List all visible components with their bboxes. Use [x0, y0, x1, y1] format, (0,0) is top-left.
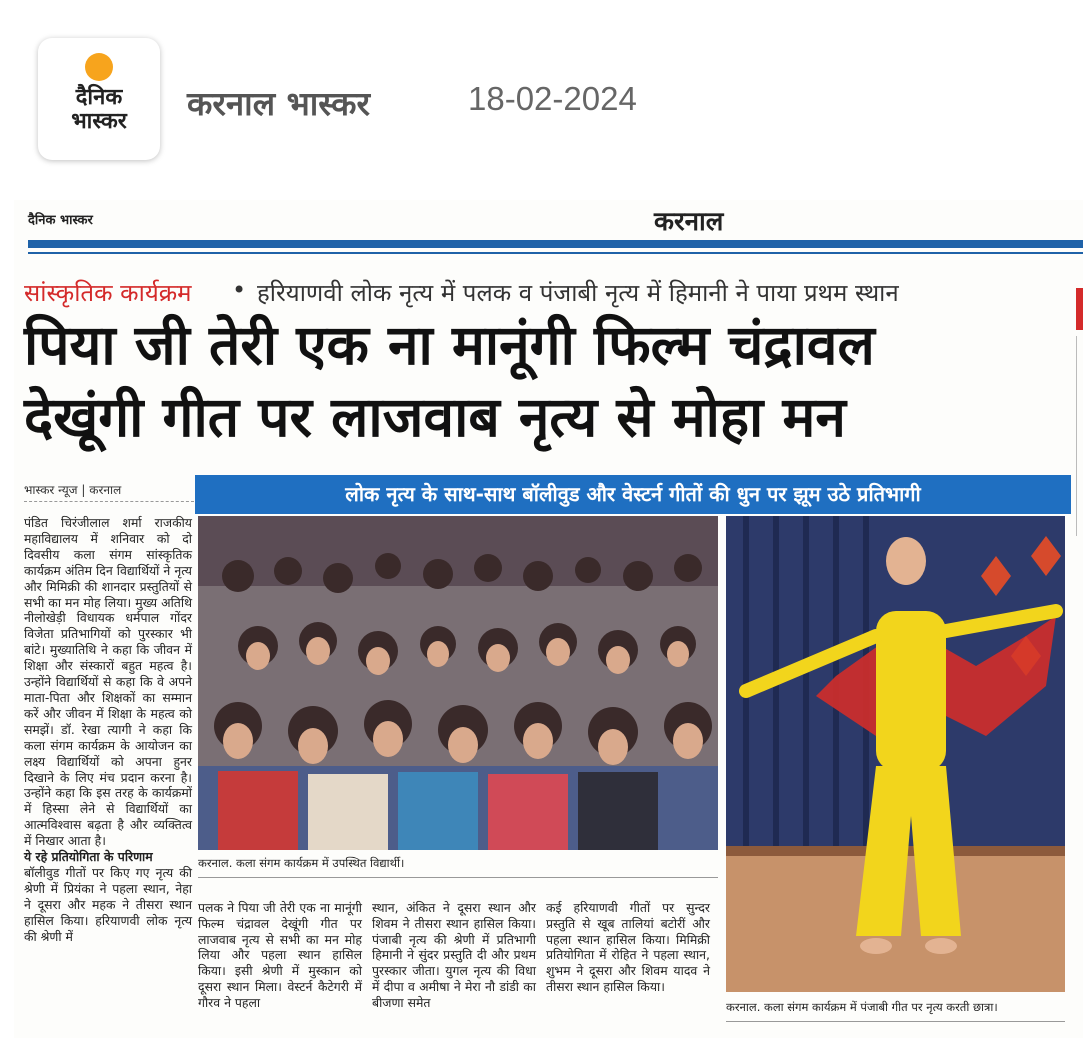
- column-1-body-continued: बॉलीवुड गीतों पर किए गए नृत्य की श्रेणी में प्रियंका ने पहला स्थान, नेहा ने दूसरा और महक ने तीसरा स्थान हासिल किया। हरियाणवी लोक नृत्य की श्रेणी में: [24, 864, 192, 944]
- edition-date: 18-02-2024: [468, 80, 637, 117]
- article-column-3: स्थान, अंकित ने दूसरा स्थान और शिवम ने तीसरा स्थान हासिल किया। पंजाबी नृत्य की श्रेणी में प्रतिभागी हिमानी ने सुंदर प्रस्तुति दी और प्रथम पुरस्कार जीता। युगल नृत्य की विधा में दीपा व अमीषा ने मेरा नौ डांडी का बीजणा समेत: [372, 900, 536, 1010]
- article-column-2: पलक ने पिया जी तेरी एक ना मानूंगी फिल्म चंद्रावल देखूंगी गीत पर लाजवाब नृत्य से सभी का मन मोह लिया और पहला स्थान हासिल किया। इसी श्रेणी में मुस्कान को दूसरा स्थान मिला। वेस्टर्न कैटेगरी में गौरव ने पहला: [198, 900, 362, 1010]
- dainik-bhaskar-logo[interactable]: [38, 38, 160, 160]
- photo-caption-2: करनाल. कला संगम कार्यक्रम में पंजाबी गीत पर नृत्य करती छात्रा।: [726, 1000, 1065, 1022]
- masthead-bar: [28, 240, 1083, 248]
- dancer-photo: [726, 516, 1065, 992]
- article-column-1: [24, 515, 192, 944]
- photo-caption-1: करनाल. कला संगम कार्यक्रम में उपस्थित विद्यार्थी।: [198, 856, 718, 878]
- sun-icon: [85, 53, 113, 81]
- column-1-body: पंडित चिरंजीलाल शर्मा राजकीय महाविद्यालय में शनिवार को दो दिवसीय कला संगम सांस्कृतिक कार्यक्रम अंतिम दिन विद्यार्थियों ने नृत्य और मिमिक्री की शानदार प्रस्तुतियों से सभी का मन मोह लिया। मुख्य अतिथि नीलोखेड़ी विधायक धर्मपाल गोंदर विजेता प्रतिभागियों को पुरस्कार भी बांटे। मुख्यातिथि ने कहा कि जीवन में शिक्षा और संस्कारों बहुत महत्व है। उन्होंने विद्यार्थियों से कहा कि वे अपने माता-पिता और शिक्षकों का सम्मान करें और जीवन में शिक्षा के महत्व को समझें। डॉ. रेखा त्यागी ने कहा कि कला संगम कार्यक्रम के आयोजन का लक्ष्य विद्यार्थियों को अपना हुनर दिखाने के लिए मंच प्रदान करना है। उन्होंने कहा कि इस तरह के कार्यक्रमों में हिस्सा लेने से विद्यार्थियों का आत्मविश्वास बढ़ता है और व्यक्तित्व में निखार आता है।: [24, 515, 192, 849]
- masthead-rule: [28, 252, 1083, 254]
- subheadline-banner: लोक नृत्य के साथ-साथ बॉलीवुड और वेस्टर्न गीतों की धुन पर झूम उठे प्रतिभागी: [195, 475, 1071, 514]
- logo-text-line2: भास्कर: [71, 109, 127, 134]
- audience-photo: [198, 516, 718, 850]
- newspaper-page: [14, 200, 1083, 1038]
- kicker-text: हरियाणवी लोक नृत्य में पलक व पंजाबी नृत्य में हिमानी ने पाया प्रथम स्थान: [257, 279, 899, 307]
- edition-title: करनाल भास्कर: [187, 84, 370, 123]
- byline: भास्कर न्यूज | करनाल: [24, 481, 194, 502]
- headline-line-1: पिया जी तेरी एक ना मानूंगी फिल्म चंद्रावल: [24, 313, 875, 377]
- logo-text-line1: दैनिक: [75, 85, 123, 110]
- headline-line-2: देखूंगी गीत पर लाजवाब नृत्य से मोहा मन: [24, 385, 846, 449]
- kicker-separator: •: [232, 276, 247, 304]
- masthead-city: करनाल: [654, 207, 724, 237]
- article-column-4: कई हरियाणवी गीतों पर सुन्दर प्रस्तुति से खूब तालियां बटोरीं और पहला स्थान हासिल किया। मिमिक्री प्रतियोगिता में रोहित ने पहला स्थान, शुभम ने दूसरा और शिवम यादव ने तीसरा स्थान हासिल किया।: [546, 900, 710, 994]
- kicker-category: सांस्कृतिक कार्यक्रम: [24, 279, 192, 307]
- masthead-paper-name: दैनिक भास्कर: [28, 213, 93, 228]
- app-header: [0, 0, 1083, 200]
- results-subhead: ये रहे प्रतियोगिता के परिणाम: [24, 849, 153, 865]
